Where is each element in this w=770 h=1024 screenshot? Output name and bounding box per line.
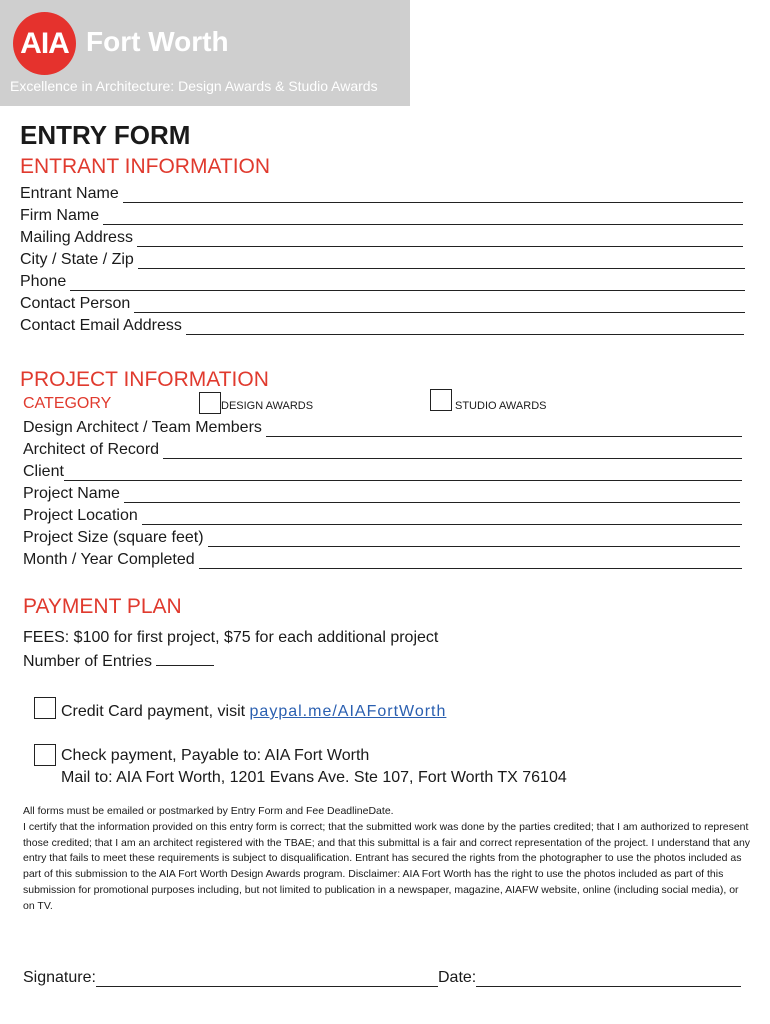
design-architect-field[interactable] [23, 417, 742, 437]
entries-row[interactable] [23, 651, 214, 671]
certification-text: I certify that the information provided on this entry form is correct; that the submitted work was done by the parties credited; that I am authorized to represent those credited; that I am an architect registered with the TBAE; and that this submittal is a fair and correct representation of the project. I understand that any entry that fails to meet these requirements is subject to disqualification. Entrant has secured the rights from the photographer to use the photos included as part of this submission to the AIA Fort Worth Design Awards program. Disclaimer: AIA Fort Worth has the right to use the photos included as part of this submission for promotional purposes including, but not limited to publication in a newspaper, magazine, AIAFW website, online (including social media), or on TV. [23, 820, 751, 912]
fill-line [208, 532, 740, 547]
field-label: Client [23, 463, 64, 480]
entrant-name-field[interactable] [20, 183, 743, 203]
date-field[interactable] [438, 967, 741, 987]
header-banner [0, 0, 410, 106]
firm-name-field[interactable] [20, 205, 743, 225]
fill-line [186, 320, 744, 335]
field-label: Project Location [23, 507, 138, 524]
fill-line [137, 232, 743, 247]
month-year-completed-field[interactable] [23, 549, 742, 569]
header-subtitle: Excellence in Architecture: Design Awards & Studio Awards [10, 78, 378, 94]
field-label: Month / Year Completed [23, 551, 195, 568]
date-label: Date: [438, 969, 477, 986]
entrant-heading: ENTRANT INFORMATION [20, 155, 271, 178]
field-label: Mailing Address [20, 229, 133, 246]
contact-email-field[interactable] [20, 315, 744, 335]
mailing-address-field[interactable] [20, 227, 743, 247]
field-label: City / State / Zip [20, 251, 134, 268]
fees-text: FEES: $100 for first project, $75 for each additional project [23, 629, 439, 646]
field-label: Project Size (square feet) [23, 529, 204, 546]
fill-line [138, 254, 745, 269]
project-size-field[interactable] [23, 527, 740, 547]
field-label: Design Architect / Team Members [23, 419, 262, 436]
fill-line [266, 422, 742, 437]
entries-fill-line [156, 651, 214, 666]
project-name-field[interactable] [23, 483, 740, 503]
architect-of-record-field[interactable] [23, 439, 742, 459]
fill-line [134, 298, 745, 313]
fill-line [64, 466, 742, 481]
paypal-link[interactable]: paypal.me/AIAFortWorth [249, 703, 447, 720]
field-label: Contact Email Address [20, 317, 182, 334]
fill-line [96, 972, 438, 987]
contact-person-field[interactable] [20, 293, 745, 313]
mail-to-address: Mail to: AIA Fort Worth, 1201 Evans Ave. Ste 107, Fort Worth TX 76104 [61, 769, 567, 786]
design-awards-label: DESIGN AWARDS [221, 400, 314, 412]
credit-card-checkbox[interactable] [34, 697, 56, 719]
fill-line [124, 488, 740, 503]
phone-field[interactable] [20, 271, 745, 291]
field-label: Contact Person [20, 295, 131, 312]
signature-field[interactable] [23, 967, 438, 987]
aia-logo: AIA [13, 12, 76, 75]
entries-label: Number of Entries [23, 653, 152, 670]
design-awards-checkbox[interactable] [199, 392, 221, 414]
credit-card-label: Credit Card payment, visit [61, 703, 246, 720]
project-location-field[interactable] [23, 505, 742, 525]
fill-line [199, 554, 742, 569]
fill-line [70, 276, 745, 291]
payment-heading: PAYMENT PLAN [23, 595, 182, 618]
field-label: Project Name [23, 485, 120, 502]
fill-line [123, 188, 743, 203]
fill-line [142, 510, 742, 525]
page-title: ENTRY FORM [20, 120, 191, 150]
field-label: Phone [20, 273, 67, 290]
field-label: Entrant Name [20, 185, 119, 202]
category-label: CATEGORY [23, 395, 112, 412]
client-field[interactable] [23, 461, 742, 481]
field-label: Architect of Record [23, 441, 160, 458]
field-label: Firm Name [20, 207, 100, 224]
credit-card-option [61, 703, 446, 721]
check-payment-checkbox[interactable] [34, 744, 56, 766]
studio-awards-label: STUDIO AWARDS [455, 400, 547, 412]
logo-name: Fort Worth [86, 26, 229, 57]
project-heading: PROJECT INFORMATION [20, 368, 269, 391]
signature-label: Signature: [23, 969, 96, 986]
fill-line [103, 210, 743, 225]
fine-print [23, 804, 753, 915]
city-state-zip-field[interactable] [20, 249, 745, 269]
deadline-note: All forms must be emailed or postmarked by Entry Form and Fee DeadlineDate. [23, 805, 394, 817]
fill-line [163, 444, 742, 459]
fill-line [476, 972, 741, 987]
studio-awards-checkbox[interactable] [430, 389, 452, 411]
check-payment-label: Check payment, Payable to: AIA Fort Worth [61, 747, 370, 764]
